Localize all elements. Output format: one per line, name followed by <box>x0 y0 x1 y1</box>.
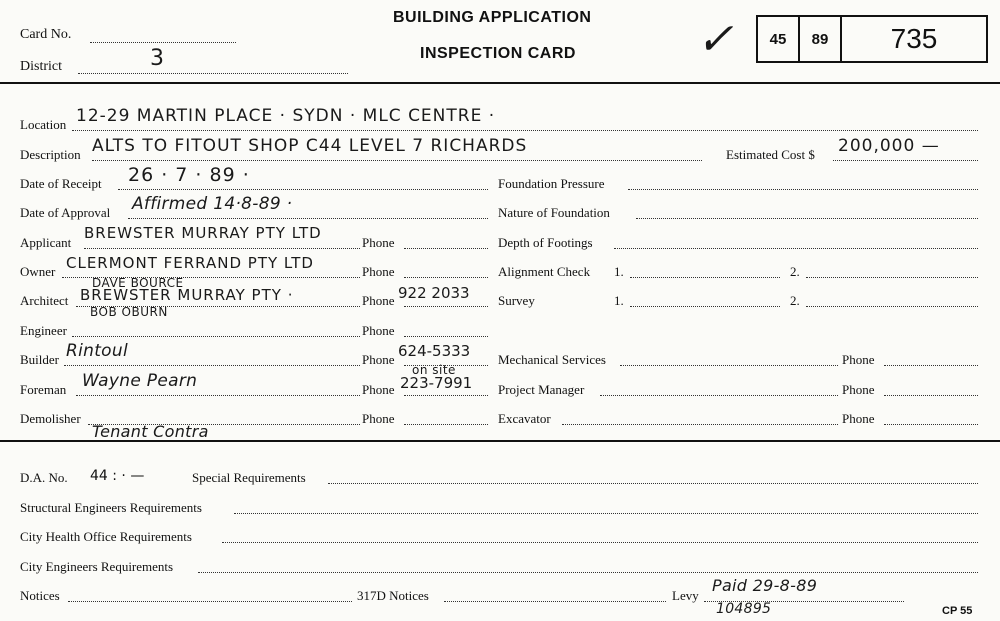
city-health-label: City Health Office Requirements <box>20 529 192 544</box>
alignment-check-2-line <box>806 277 978 278</box>
special-requirements-line <box>328 483 978 484</box>
location-line <box>72 130 978 131</box>
architect-label: Architect <box>20 293 69 308</box>
foreman-phone-note: on site <box>412 363 456 377</box>
foreman-line <box>76 395 360 396</box>
foreman-phone-value: 223-7991 <box>400 374 473 392</box>
survey-2-line <box>806 306 978 307</box>
survey-label: Survey <box>498 293 535 308</box>
demolisher-value: Tenant Contra <box>92 422 209 441</box>
foreman-phone-line <box>404 395 488 396</box>
date-receipt-label: Date of Receipt <box>20 176 102 191</box>
levy-paid-value: Paid 29-8-89 <box>712 576 818 595</box>
location-label: Location <box>20 117 67 132</box>
survey-1-line <box>630 306 780 307</box>
description-line <box>92 160 702 161</box>
builder-line <box>64 365 360 366</box>
card-number-part-b: 89 <box>800 17 842 61</box>
engineer-line <box>72 336 360 337</box>
card-number-box <box>756 15 988 63</box>
applicant-label: Applicant <box>20 235 72 250</box>
header-rule <box>0 82 1000 84</box>
middle-rule <box>0 440 1000 442</box>
foreman-label: Foreman <box>20 382 67 397</box>
mechanical-phone-line <box>884 365 978 366</box>
project-manager-phone-label: Phone <box>842 382 875 397</box>
check-mark: ✓ <box>693 14 745 65</box>
owner-phone-line <box>404 277 488 278</box>
date-approval-value: Affirmed 14·8-89 · <box>132 194 293 214</box>
excavator-label: Excavator <box>498 411 551 426</box>
city-engineers-line <box>198 572 978 573</box>
builder-phone-label: Phone <box>362 352 395 367</box>
card-no-line <box>90 42 236 43</box>
engineer-phone-line <box>404 336 488 337</box>
estimated-cost-label: Estimated Cost $ <box>726 147 815 162</box>
architect-note-2: BOB OBURN <box>90 305 168 319</box>
levy-receipt-value: 104895 <box>716 601 772 617</box>
architect-phone-value: 922 2033 <box>398 284 470 302</box>
form-code: CP 55 <box>942 605 973 617</box>
builder-value: Rintoul <box>66 341 128 361</box>
applicant-value: BREWSTER MURRAY PTY LTD <box>84 224 322 242</box>
nature-foundation-label: Nature of Foundation <box>498 205 610 220</box>
mechanical-services-label: Mechanical Services <box>498 352 606 367</box>
structural-engineers-line <box>234 513 978 514</box>
applicant-line <box>84 248 360 249</box>
date-approval-line <box>128 218 488 219</box>
foundation-pressure-label: Foundation Pressure <box>498 176 605 191</box>
demolisher-phone-line <box>404 424 488 425</box>
project-manager-phone-line <box>884 395 978 396</box>
notices-line <box>68 601 352 602</box>
project-manager-line <box>600 395 838 396</box>
alignment-check-2-label: 2. <box>790 264 800 279</box>
alignment-check-1-line <box>630 277 780 278</box>
architect-note: DAVE BOURCE <box>92 276 184 290</box>
demolisher-label: Demolisher <box>20 411 81 426</box>
architect-phone-line <box>404 306 488 307</box>
applicant-phone-label: Phone <box>362 235 395 250</box>
district-line <box>78 73 348 74</box>
city-health-line <box>222 542 978 543</box>
depth-footings-label: Depth of Footings <box>498 235 593 250</box>
excavator-phone-label: Phone <box>842 411 875 426</box>
city-engineers-label: City Engineers Requirements <box>20 559 174 574</box>
district-label: District <box>20 59 62 74</box>
builder-phone-value: 624-5333 <box>398 342 471 360</box>
levy-label: Levy <box>672 588 699 603</box>
architect-phone-label: Phone <box>362 293 395 308</box>
engineer-phone-label: Phone <box>362 323 395 338</box>
foreman-value: Wayne Pearn <box>82 371 198 391</box>
project-manager-label: Project Manager <box>498 382 585 397</box>
mechanical-services-line <box>620 365 838 366</box>
date-receipt-value: 26 · 7 · 89 · <box>128 164 250 186</box>
mechanical-phone-label: Phone <box>842 352 875 367</box>
depth-footings-line <box>614 248 978 249</box>
notices-317d-line <box>444 601 666 602</box>
owner-value: CLERMONT FERRAND PTY LTD <box>66 254 314 272</box>
title-line-1: BUILDING APPLICATION <box>393 9 592 26</box>
engineer-label: Engineer <box>20 323 67 338</box>
nature-foundation-line <box>636 218 978 219</box>
title-line-2: INSPECTION CARD <box>420 45 576 62</box>
survey-2-label: 2. <box>790 293 800 308</box>
description-value: ALTS TO FITOUT SHOP C44 LEVEL 7 RICHARDS <box>92 136 528 156</box>
estimated-cost-value: 200,000 — <box>838 136 940 156</box>
description-label: Description <box>20 147 81 162</box>
location-value: 12-29 MARTIN PLACE · SYDN · MLC CENTRE · <box>76 106 496 126</box>
survey-1-label: 1. <box>614 293 624 308</box>
da-no-value: 44 : · — <box>90 468 145 484</box>
demolisher-phone-label: Phone <box>362 411 395 426</box>
applicant-phone-line <box>404 248 488 249</box>
date-approval-label: Date of Approval <box>20 205 111 220</box>
estimated-cost-line <box>833 160 978 161</box>
owner-phone-label: Phone <box>362 264 395 279</box>
excavator-phone-line <box>884 424 978 425</box>
special-requirements-label: Special Requirements <box>192 470 306 485</box>
owner-label: Owner <box>20 264 56 279</box>
foundation-pressure-line <box>628 189 978 190</box>
card-number-part-a: 45 <box>758 17 800 61</box>
district-value: 3 <box>150 46 165 71</box>
excavator-line <box>562 424 838 425</box>
architect-value: BREWSTER MURRAY PTY · <box>80 286 294 304</box>
alignment-check-1-label: 1. <box>614 264 624 279</box>
builder-label: Builder <box>20 352 59 367</box>
card-no-label: Card No. <box>20 27 72 42</box>
structural-engineers-label: Structural Engineers Requirements <box>20 500 202 515</box>
date-receipt-line <box>118 189 488 190</box>
da-no-label: D.A. No. <box>20 470 68 485</box>
alignment-check-label: Alignment Check <box>498 264 591 279</box>
notices-label: Notices <box>20 588 60 603</box>
card-number-part-c: 735 <box>890 23 938 54</box>
foreman-phone-label: Phone <box>362 382 395 397</box>
notices-317d-label: 317D Notices <box>357 588 429 603</box>
